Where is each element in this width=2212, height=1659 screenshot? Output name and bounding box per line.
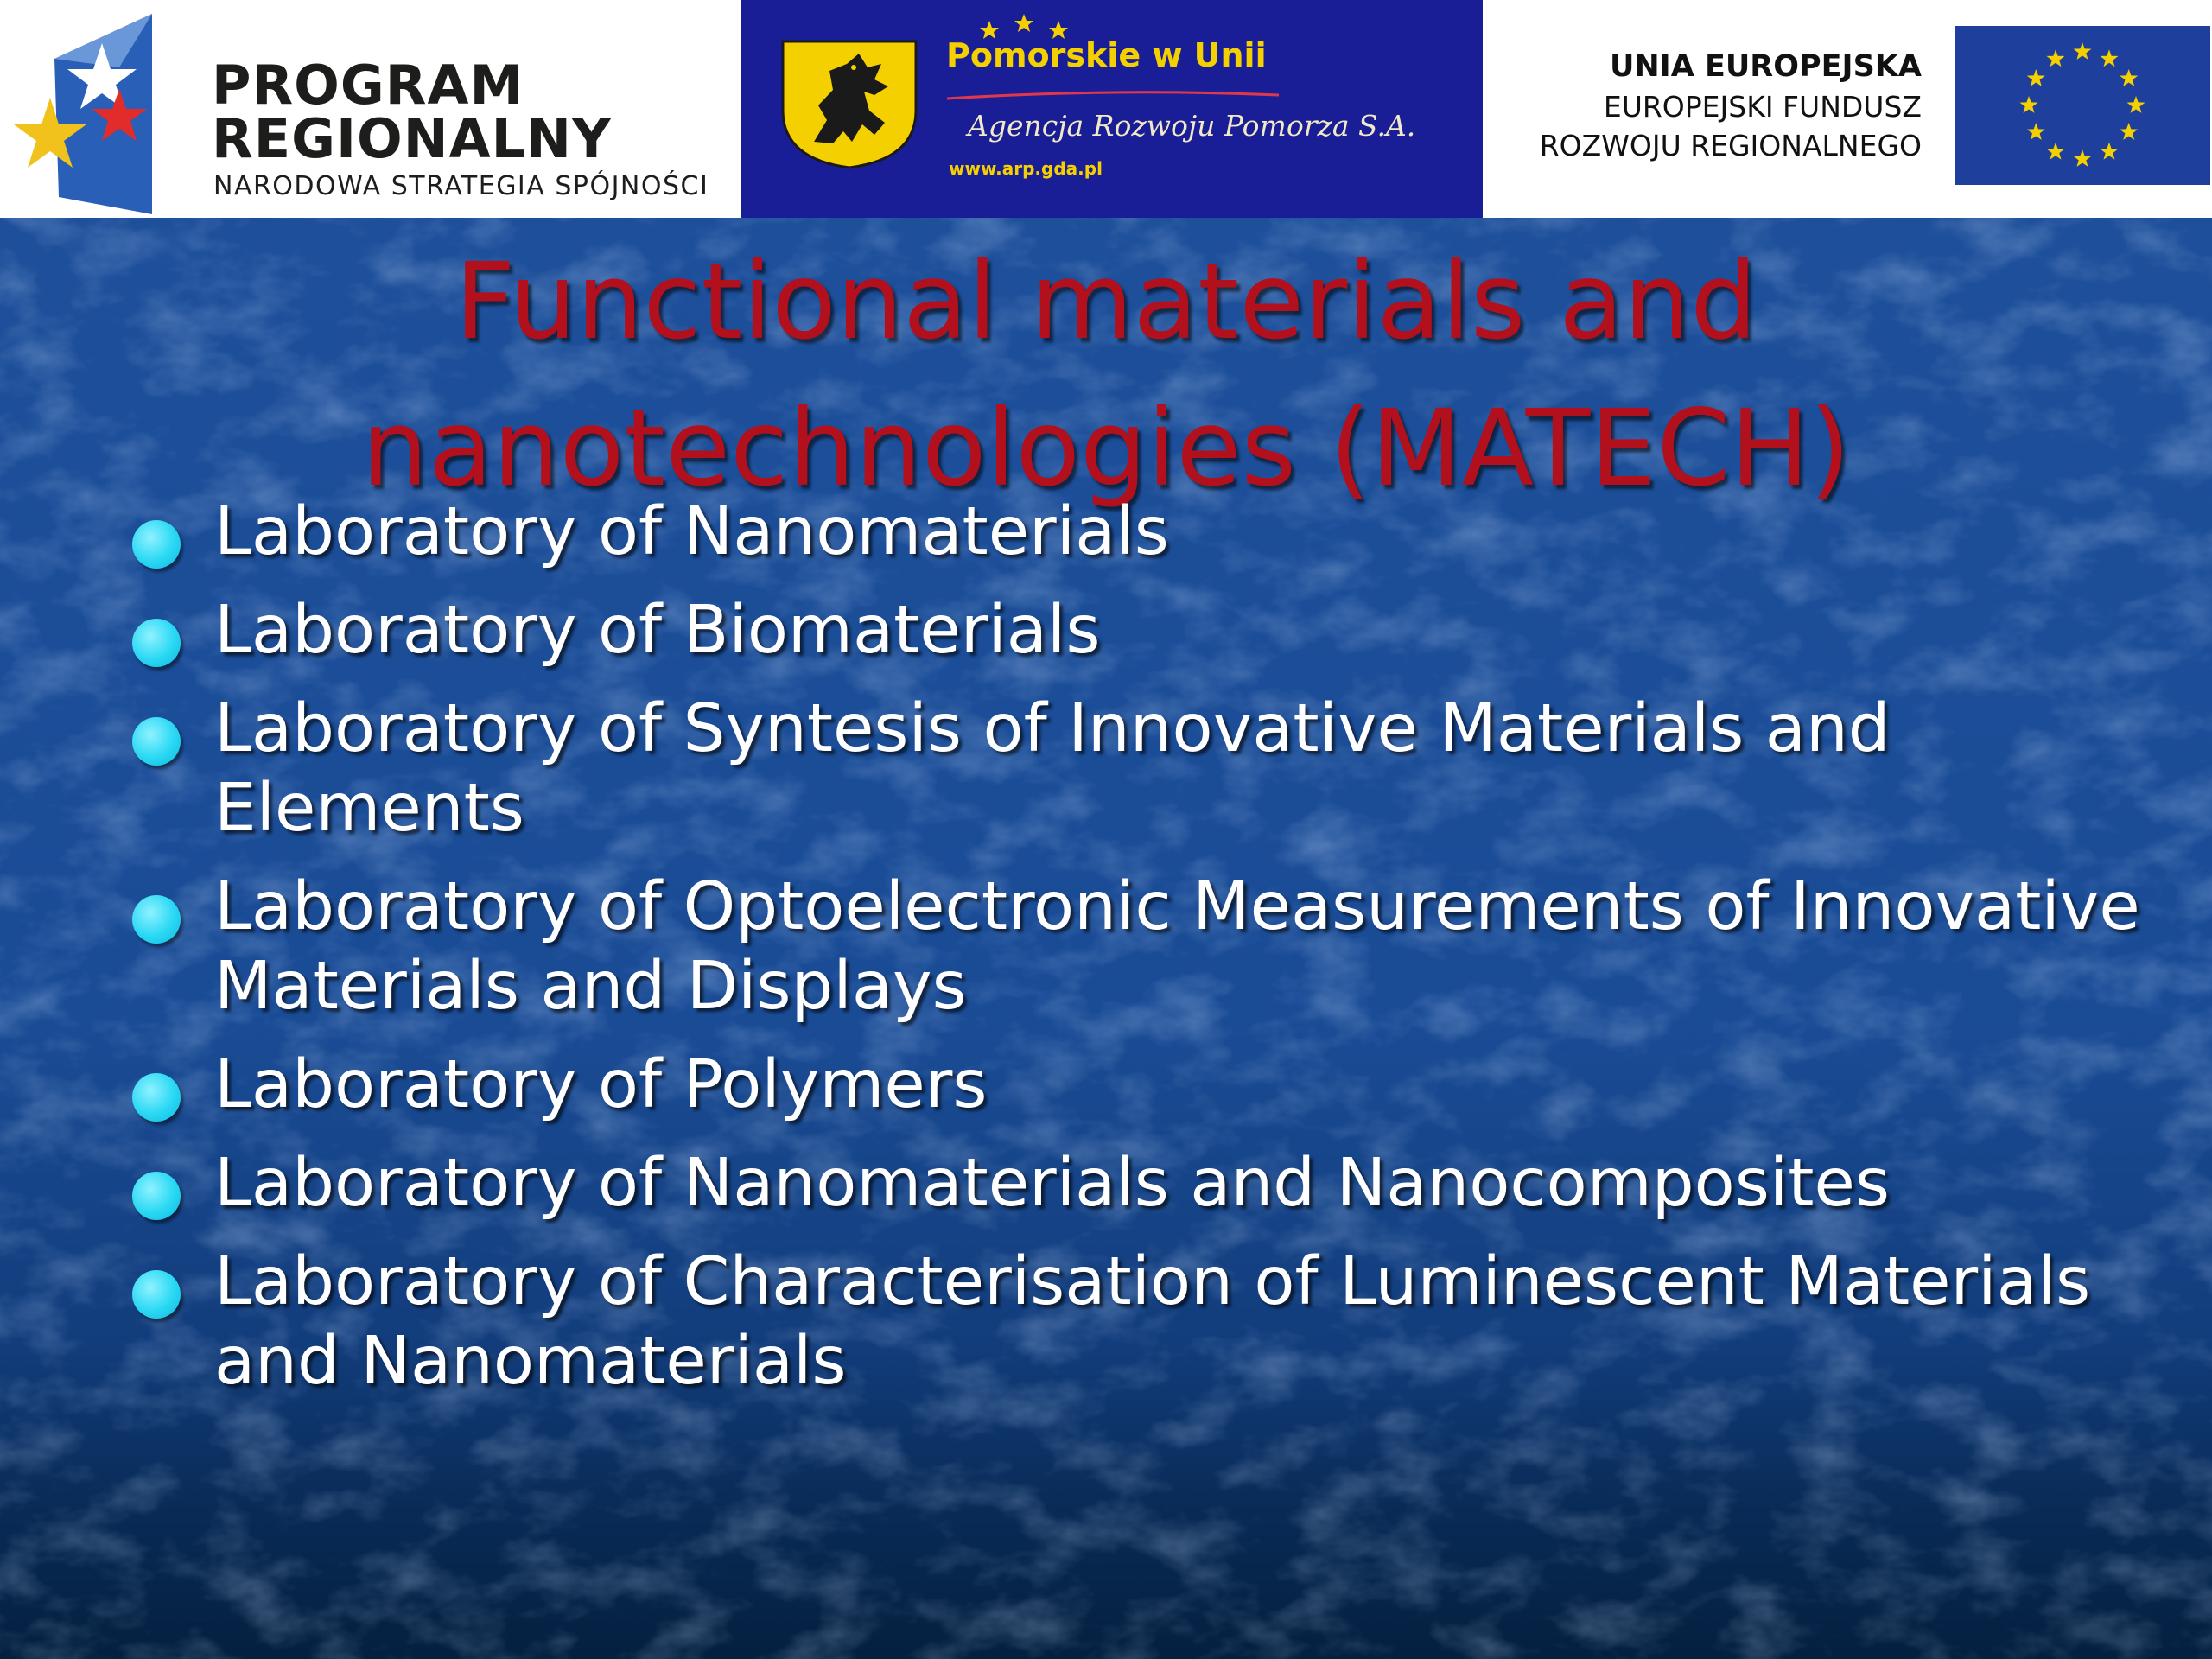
list-item <box>214 868 2167 1027</box>
list-item-label: Laboratory of Syntesis of Innovative Materials and Elements <box>214 690 1891 847</box>
list-item <box>214 1144 2167 1224</box>
eu-line2: EUROPEJSKI FUNDUSZ <box>1603 90 1922 124</box>
list-item <box>214 493 2167 572</box>
pomorskie-title: Pomorskie w Unii <box>946 36 1267 74</box>
eu-logo <box>1483 0 2212 218</box>
eu-line1: UNIA EUROPEJSKA <box>1609 49 1922 84</box>
bullet-icon <box>132 619 181 667</box>
logo-banner <box>0 0 2212 218</box>
list-item-label: Laboratory of Optoelectronic Measurements of Innovative Materials and Displays <box>214 868 2140 1025</box>
slide <box>0 218 2212 1659</box>
list-item-label: Laboratory of Biomaterials <box>214 592 1101 669</box>
slide-title-line1: Functional materials and <box>454 240 1758 363</box>
program-line2: REGIONALNY <box>212 107 612 170</box>
program-regionalny-logo <box>0 0 741 218</box>
pomorskie-logo <box>741 0 1483 218</box>
bullet-icon <box>132 717 181 766</box>
bullet-icon <box>132 1073 181 1122</box>
list-item-label: Laboratory of Polymers <box>214 1046 988 1123</box>
griffin-crest-icon <box>779 38 919 169</box>
list-item <box>214 690 2167 849</box>
bullet-icon <box>132 1172 181 1220</box>
bullet-icon <box>132 1270 181 1319</box>
program-regionalny-emblem-icon <box>7 7 188 214</box>
swoosh-divider <box>940 86 1286 107</box>
list-item <box>214 591 2167 671</box>
eu-text-block <box>1540 47 1922 165</box>
slide-title <box>0 228 2212 522</box>
bullet-icon <box>132 895 181 944</box>
pomorskie-url: www.arp.gda.pl <box>949 158 1103 179</box>
list-item-label: Laboratory of Characterisation of Luminescent Materials and Nanomaterials <box>214 1243 2091 1400</box>
eu-flag-icon <box>1955 26 2210 185</box>
program-line3: NARODOWA STRATEGIA SPÓJNOŚCI <box>213 171 709 201</box>
pomorskie-agency: Agencja Rozwoju Pomorza S.A. <box>968 109 1416 143</box>
list-item-label: Laboratory of Nanomaterials <box>214 493 1169 570</box>
eu-line3: ROZWOJU REGIONALNEGO <box>1539 129 1922 162</box>
program-line1: PROGRAM <box>212 54 524 117</box>
list-item-label: Laboratory of Nanomaterials and Nanocomposites <box>214 1145 1890 1222</box>
bullet-icon <box>132 520 181 569</box>
slide-title-line2: nanotechnologies (MATECH) <box>361 387 1851 510</box>
list-item <box>214 1046 2167 1125</box>
list-item <box>214 1243 2167 1402</box>
laboratory-list <box>214 493 2167 1421</box>
